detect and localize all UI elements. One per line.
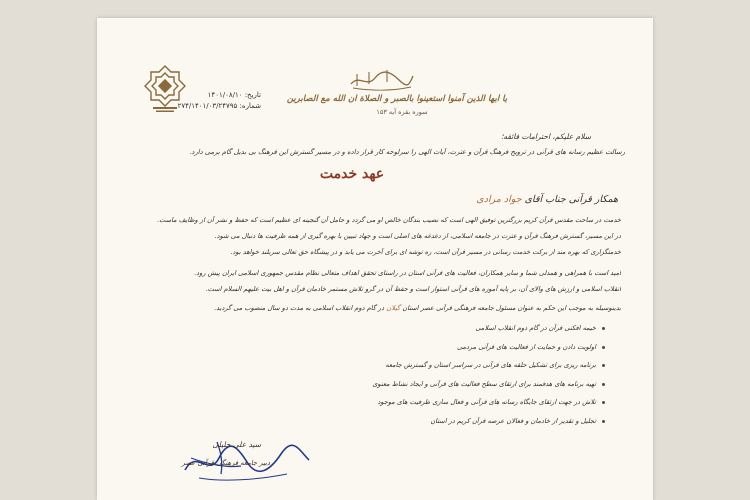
document-title: عهد خدمت xyxy=(319,166,385,182)
signer-name: سید علی جلیلی xyxy=(212,440,261,449)
bullet-icon xyxy=(602,364,605,367)
greeting-line: سلام علیکم، احترامات فائقه؛ xyxy=(500,132,591,141)
bismillah-calligraphy-icon xyxy=(347,66,417,92)
appointment-line xyxy=(129,303,621,313)
recipient-prefix: همکار قرآنی جناب آقای xyxy=(524,194,618,205)
letter-meta xyxy=(141,90,261,112)
intro-line: رسالت عظیم رسانه های قرآنی در ترویج فرهنگ قرآن و عترت، آیات الهی را سرلوحه کار قرار داده و در مسیر گسترش این فرهنگ بی بدیل گام برمی دارد. xyxy=(189,148,625,156)
paragraph-1: خدمت در ساحت مقدس قرآن کریم بزرگترین توفیق الهی است که نصیب بندگان خالص او می گردد و حامل آن گنجینه ای عظیم است که حفظ و نشر آن از وظایف ماست. xyxy=(157,216,621,224)
recipient-line xyxy=(476,194,618,205)
number-row xyxy=(141,101,261,112)
verse-reference: سوره بقره آیه ۱۵۳ xyxy=(376,108,428,116)
duty-item-5 xyxy=(135,397,605,407)
signer-title: دبیر جامعه فرهنگی قرآنی عصر xyxy=(181,459,270,467)
duty-item-2 xyxy=(135,342,605,352)
appointment-before: بدینوسیله به موجب این حکم به عنوان مسئول جامعه فرهنگی قرآنی عصر استان xyxy=(402,304,621,312)
recipient-name: جواد مرادی xyxy=(476,194,522,205)
duty-text-6: تجلیل و تقدیر از خادمان و فعالان عرصه قرآن کریم در استان xyxy=(430,417,596,425)
bullet-icon xyxy=(602,401,605,404)
paragraph-3: خدمتگزاری که بهره مند از برکت خدمت رسانی در مسیر قرآن است، ره توشه ای برای آخرت می یابد و در پیشگاه حق تعالی سربلند خواهد بود. xyxy=(230,248,621,256)
duty-text-1: خیمه افکنی قرآن در گام دوم انقلاب اسلامی xyxy=(475,324,596,332)
duty-text-3: برنامه ریزی برای تشکیل حلقه های قرآنی در سراسر استان و گسترش جامعه xyxy=(385,361,596,369)
duty-item-3 xyxy=(135,360,605,370)
number-label: شماره: xyxy=(239,102,261,110)
bullet-icon xyxy=(602,420,605,423)
document-page xyxy=(97,18,653,500)
duty-item-4 xyxy=(135,379,605,389)
duty-text-2: اولویت دادن و حمایت از فعالیت های قرآنی مردمی xyxy=(456,343,596,351)
paragraph-4: امید است با همراهی و همدلی شما و سایر همکاران، فعالیت های قرآنی استان در راستای تحقق اهداف متعالی نظام مقدس جمهوری اسلامی ایران پیش رود. xyxy=(194,269,621,277)
bullet-icon xyxy=(602,383,605,386)
duty-item-1 xyxy=(135,323,605,333)
duty-text-5: تلاش در جهت ارتقای جایگاه رسانه های قرآنی و فعال سازی ظرفیت های موجود xyxy=(377,398,596,406)
number-value: ۲۷۴/۱۴۰۱/۰۳/۲۴۷۹۵ xyxy=(177,102,238,110)
duty-item-6 xyxy=(135,416,605,426)
date-label: تاریخ: xyxy=(244,91,261,99)
bullet-icon xyxy=(602,327,605,330)
date-value: ۱۴۰۱/۰۸/۱۰ xyxy=(207,91,243,99)
duty-text-4: تهیه برنامه های هدفمند برای ارتقای سطح فعالیت های قرآنی و ایجاد نشاط معنوی xyxy=(372,380,596,388)
handwritten-signature-icon xyxy=(177,428,317,488)
appointment-province: گیلان xyxy=(386,304,401,312)
date-row xyxy=(141,90,261,101)
appointment-after: در گام دوم انقلاب اسلامی به مدت دو سال منصوب می گردید. xyxy=(214,304,385,312)
bullet-icon xyxy=(602,346,605,349)
paragraph-5: انقلاب اسلامی و ارزش های والای آن، بر پایه آموزه های قرآنی استوار است و حفظ آن در گرو تلاش مستمر خادمان قرآن و اهل بیت علیهم السلام است. xyxy=(205,285,621,293)
paragraph-2: در این مسیر، گسترش فرهنگ قرآن و عترت در جامعه اسلامی، از دغدغه های اصلی است و جهاد تبیین با بهره گیری از همه ظرفیت ها دنبال می شود. xyxy=(214,232,621,240)
quran-verse: یا ایها الذین آمنوا استعینوا بالصبر و الصلاة ان الله مع الصابرین xyxy=(286,94,508,104)
